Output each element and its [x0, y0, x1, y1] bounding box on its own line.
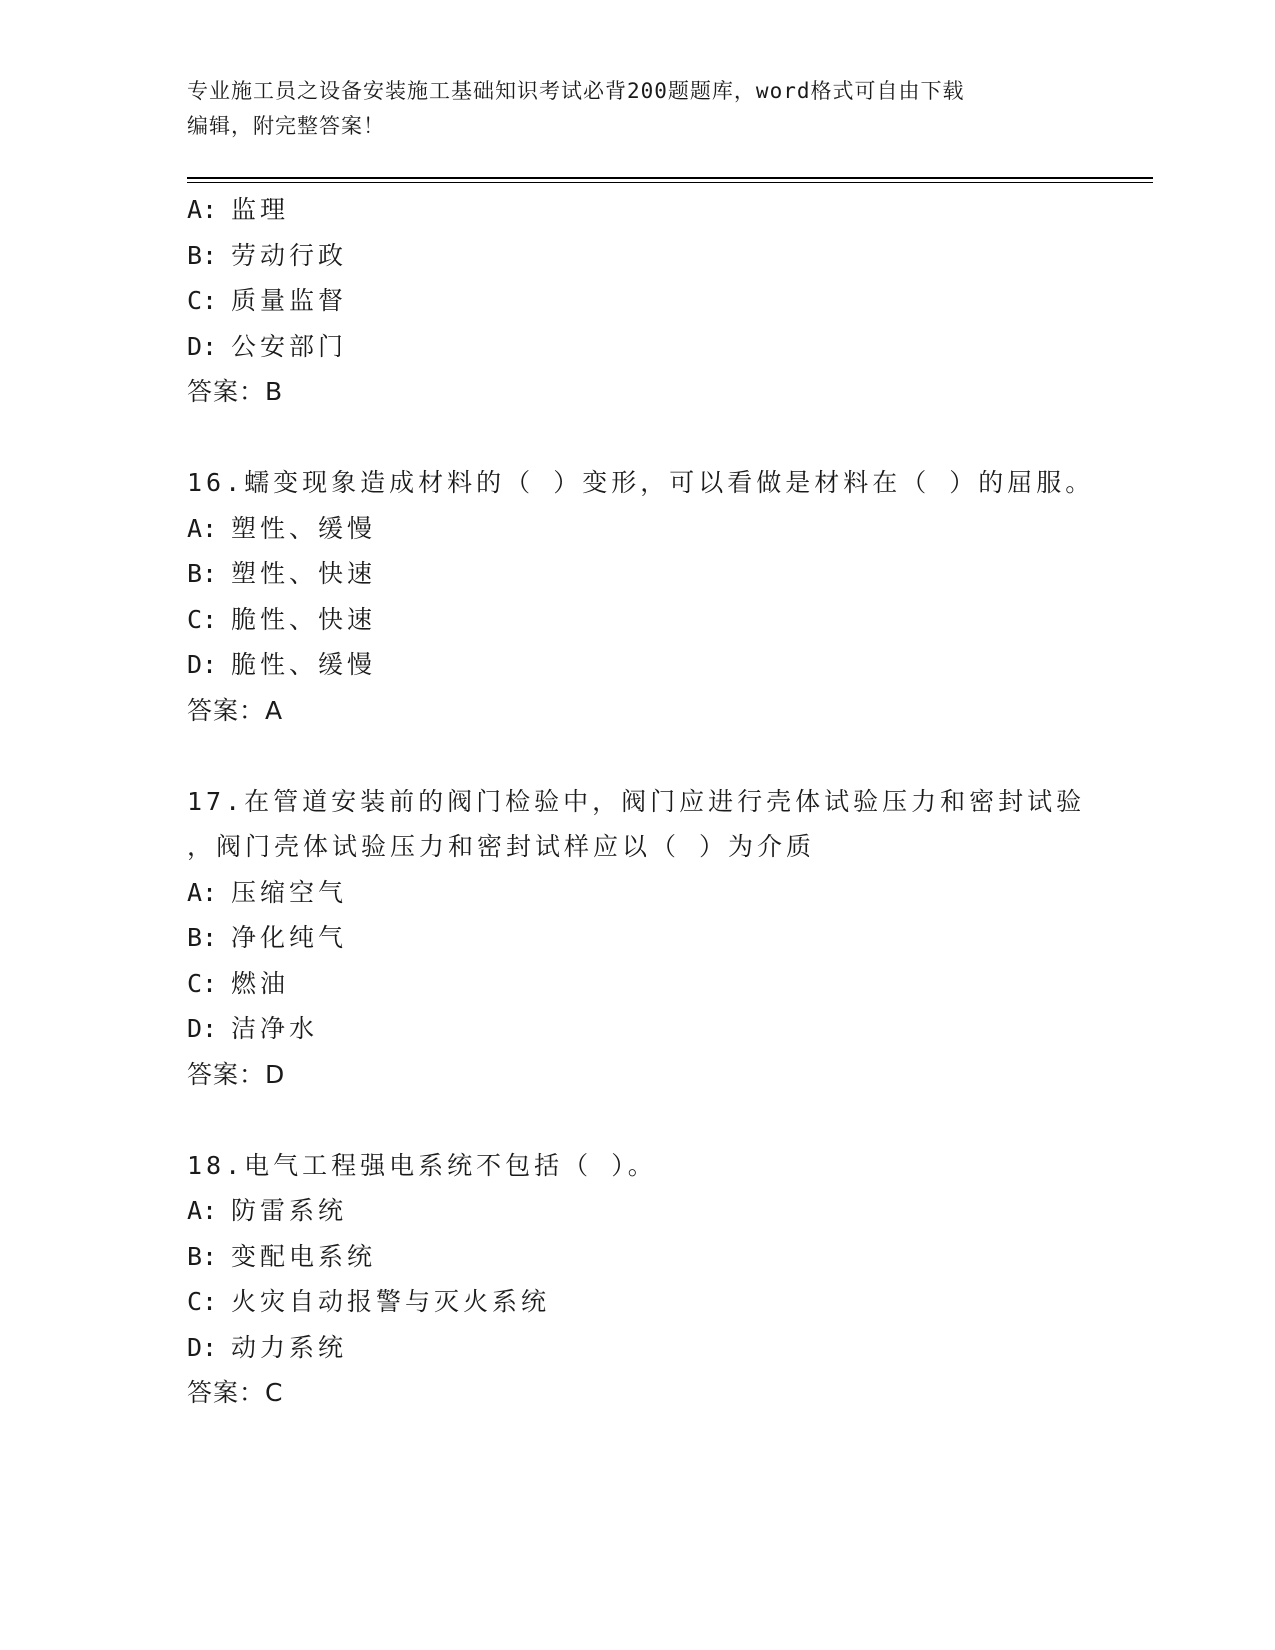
option-key: D:	[187, 1332, 218, 1362]
option-text: 洁净水	[231, 1014, 319, 1043]
option-text: 动力系统	[231, 1332, 348, 1362]
option-key: B:	[187, 559, 218, 588]
option-c	[187, 1279, 1153, 1325]
option-a	[187, 506, 1153, 552]
header-line-1: 专业施工员之设备安装施工基础知识考试必背200题题库，word格式可自由下载	[187, 79, 965, 103]
spacer	[187, 733, 1153, 779]
question-text-continued: ，阀门壳体试验压力和密封试样应以（ ）为介质	[187, 832, 816, 861]
option-text: 燃油	[231, 968, 290, 998]
option-key: A:	[187, 877, 218, 907]
header-divider	[187, 177, 1153, 183]
option-key: D:	[187, 1014, 218, 1043]
option-text: 监理	[231, 195, 290, 224]
option-d	[187, 1006, 1153, 1052]
option-text: 塑性、缓慢	[231, 513, 377, 543]
option-d	[187, 1325, 1153, 1371]
question-text: 17.在管道安装前的阀门检验中，阀门应进行壳体试验压力和密封试验	[187, 786, 1086, 816]
question-text: 16.蠕变现象造成材料的（ ）变形，可以看做是材料在（ ）的屈服。	[187, 468, 1095, 497]
option-text: 净化纯气	[231, 923, 348, 952]
answer-line: 答案：D	[187, 1059, 286, 1089]
option-b	[187, 1234, 1153, 1280]
question-17	[187, 779, 1153, 1098]
option-key: C:	[187, 968, 218, 998]
option-text: 脆性、快速	[231, 604, 377, 634]
option-text: 防雷系统	[231, 1196, 348, 1225]
option-key: D:	[187, 650, 218, 679]
answer-line: 答案：C	[187, 1378, 284, 1407]
option-key: A:	[187, 1196, 218, 1225]
question-18	[187, 1143, 1153, 1416]
question-16	[187, 460, 1153, 733]
header-line-2: 编辑，附完整答案！	[187, 114, 385, 138]
answer-line: 答案：A	[187, 695, 284, 725]
option-c	[187, 961, 1153, 1007]
spacer	[187, 415, 1153, 461]
option-key: C:	[187, 1287, 218, 1316]
option-text: 公安部门	[231, 331, 348, 361]
option-text: 火灾自动报警与灭火系统	[231, 1287, 551, 1316]
option-key: A:	[187, 195, 218, 224]
option-key: B:	[187, 240, 218, 270]
answer-line: 答案：B	[187, 377, 284, 406]
option-b	[187, 233, 1153, 279]
option-key: C:	[187, 286, 218, 315]
option-a	[187, 1188, 1153, 1234]
spacer	[187, 1097, 1153, 1143]
document-header	[187, 74, 1067, 144]
question-text: 18.电气工程强电系统不包括（ ）。	[187, 1150, 657, 1180]
option-d	[187, 324, 1153, 370]
option-key: B:	[187, 1241, 218, 1271]
option-text: 塑性、快速	[231, 559, 377, 588]
option-a	[187, 870, 1153, 916]
option-b	[187, 915, 1153, 961]
option-key: D:	[187, 331, 218, 361]
option-d	[187, 642, 1153, 688]
option-a	[187, 187, 1153, 233]
option-b	[187, 551, 1153, 597]
option-text: 质量监督	[231, 286, 348, 315]
option-text: 压缩空气	[231, 877, 348, 907]
option-key: B:	[187, 923, 218, 952]
option-c	[187, 278, 1153, 324]
option-text: 变配电系统	[231, 1241, 377, 1271]
option-c	[187, 597, 1153, 643]
option-key: C:	[187, 604, 218, 634]
question-list	[187, 187, 1153, 1416]
option-text: 劳动行政	[231, 240, 348, 270]
question-15	[187, 187, 1153, 415]
option-key: A:	[187, 513, 218, 543]
option-text: 脆性、缓慢	[231, 650, 377, 679]
